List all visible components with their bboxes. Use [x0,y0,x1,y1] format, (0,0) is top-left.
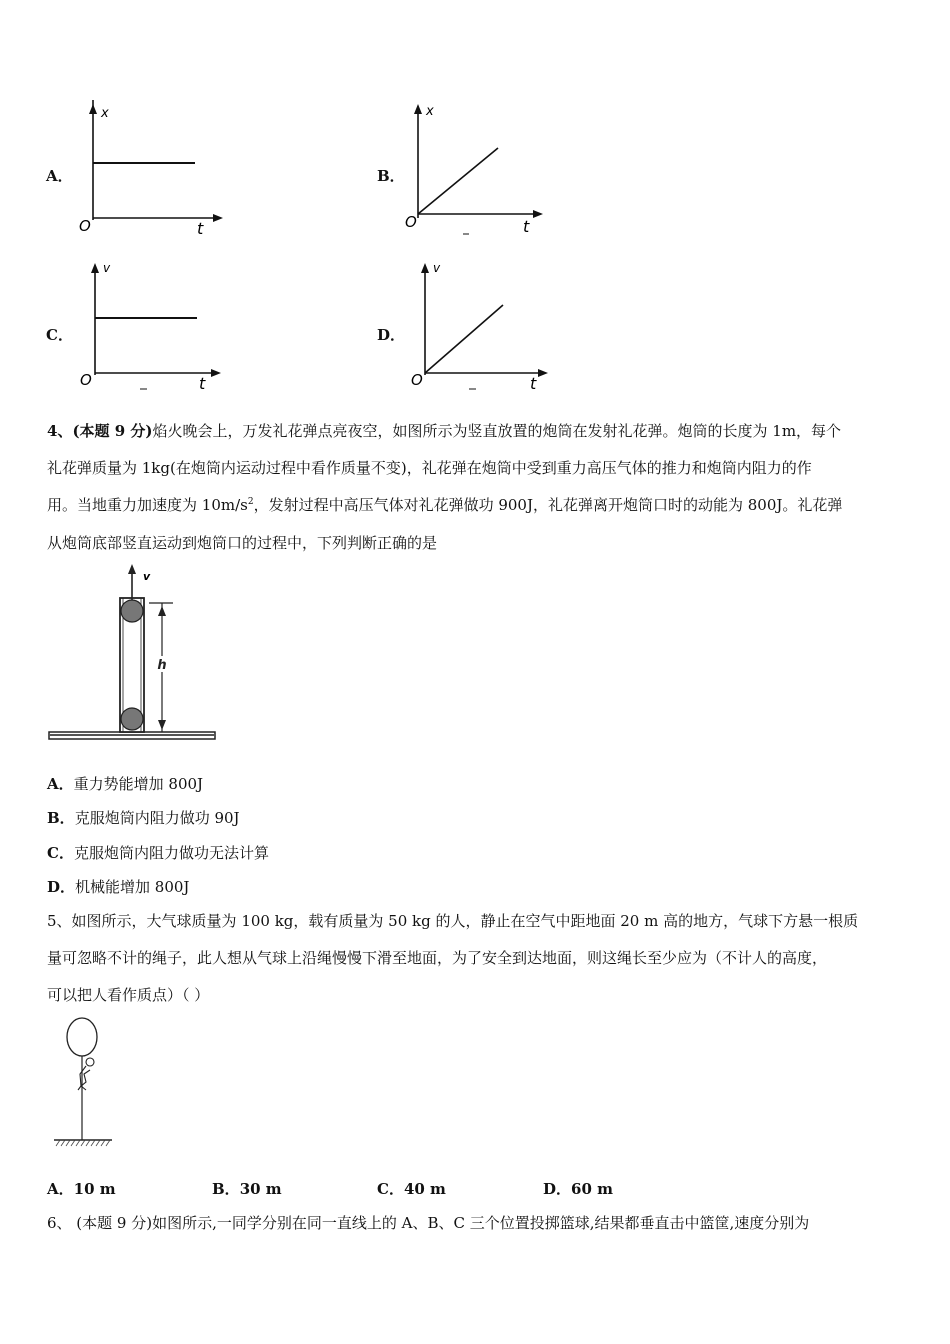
option-b-label: B． [377,167,405,185]
shell-bottom [121,708,143,730]
graph-a-x-label: t [197,219,204,238]
graph-d-line [425,305,503,373]
cannon-figure [45,562,225,747]
graph-c-x-label: t [199,374,206,393]
graph-d [405,255,565,395]
q5-line-3: 可以把人看作质点）（ ） [47,986,210,1004]
q4-line-1: 4、(本题 9 分)焰火晚会上，万发礼花弹点亮夜空，如图所示为竖直放置的炮筒在发射礼花弹。炮筒的长度为 1m，每个 [47,422,842,440]
q4-choice-a[interactable]: A．重力势能增加 800J [47,775,204,793]
shell-top [121,600,143,622]
graph-b-origin: O [405,213,417,231]
q5-choice-b[interactable]: B．30 m [212,1180,282,1198]
q4-line-2: 礼花弹质量为 1kg(在炮筒内运动过程中看作质量不变)，礼花弹在炮筒中受到重力高压气体的推力和炮筒内阻力的作 [47,459,812,477]
q4-line-3: 用。当地重力加速度为 $10m/s^2$，发射过程中高压气体对礼花弹做功 900J，礼花弹离开炮筒口时的动能为 800J。礼花弹 [47,496,843,514]
q6-line-1: 6、 (本题 9 分)如图所示,一同学分别在同一直线上的 A、B、C 三个位置投掷篮球,结果都垂直击中篮筐,速度分别为 [47,1214,810,1232]
graph-b-y-label: x [426,104,434,119]
graph-c-origin: O [80,371,92,389]
q5-line-1: 5、如图所示，大气球质量为 100 kg，载有质量为 50 kg 的人，静止在空气中距地面 20 m 高的地方，气球下方悬一根质 [47,912,859,930]
q4-choice-b[interactable]: B．克服炮筒内阻力做功 90J [47,809,240,827]
person-head [86,1058,94,1066]
q5-line-2: 量可忽略不计的绳子，此人想从气球上沿绳慢慢下滑至地面，为了安全到达地面，则这绳长至少应为（不计人的高度， [47,949,828,967]
graph-d-y-label: v [433,261,441,275]
q5-choice-c[interactable]: C．40 m [377,1180,446,1198]
graph-a [75,100,235,240]
q4-choice-d[interactable]: D．机械能增加 800J [47,878,190,896]
option-d-label: D． [377,326,406,344]
balloon [67,1018,97,1056]
graph-a-y-label: x [101,106,109,121]
graph-d-x-label: t [530,374,537,393]
balloon-figure [50,1012,120,1152]
option-c-label: C． [46,326,73,344]
v-label: v [143,570,151,583]
graph-b-line [418,148,498,214]
q5-choice-a[interactable]: A．10 m [47,1180,116,1198]
graph-a-origin: O [79,217,91,235]
graph-c [75,255,235,395]
graph-b-x-label: t [523,217,530,236]
graph-c-y-label: v [103,261,111,275]
graph-d-origin: O [411,371,423,389]
h-label: h [157,658,167,673]
q4-choice-c[interactable]: C．克服炮筒内阻力做功无法计算 [47,844,269,862]
q5-choice-d[interactable]: D．60 m [543,1180,613,1198]
option-a-label: A． [46,167,73,185]
graph-b [400,100,560,240]
q4-line-4: 从炮筒底部竖直运动到炮筒口的过程中，下列判断正确的是 [47,534,438,552]
